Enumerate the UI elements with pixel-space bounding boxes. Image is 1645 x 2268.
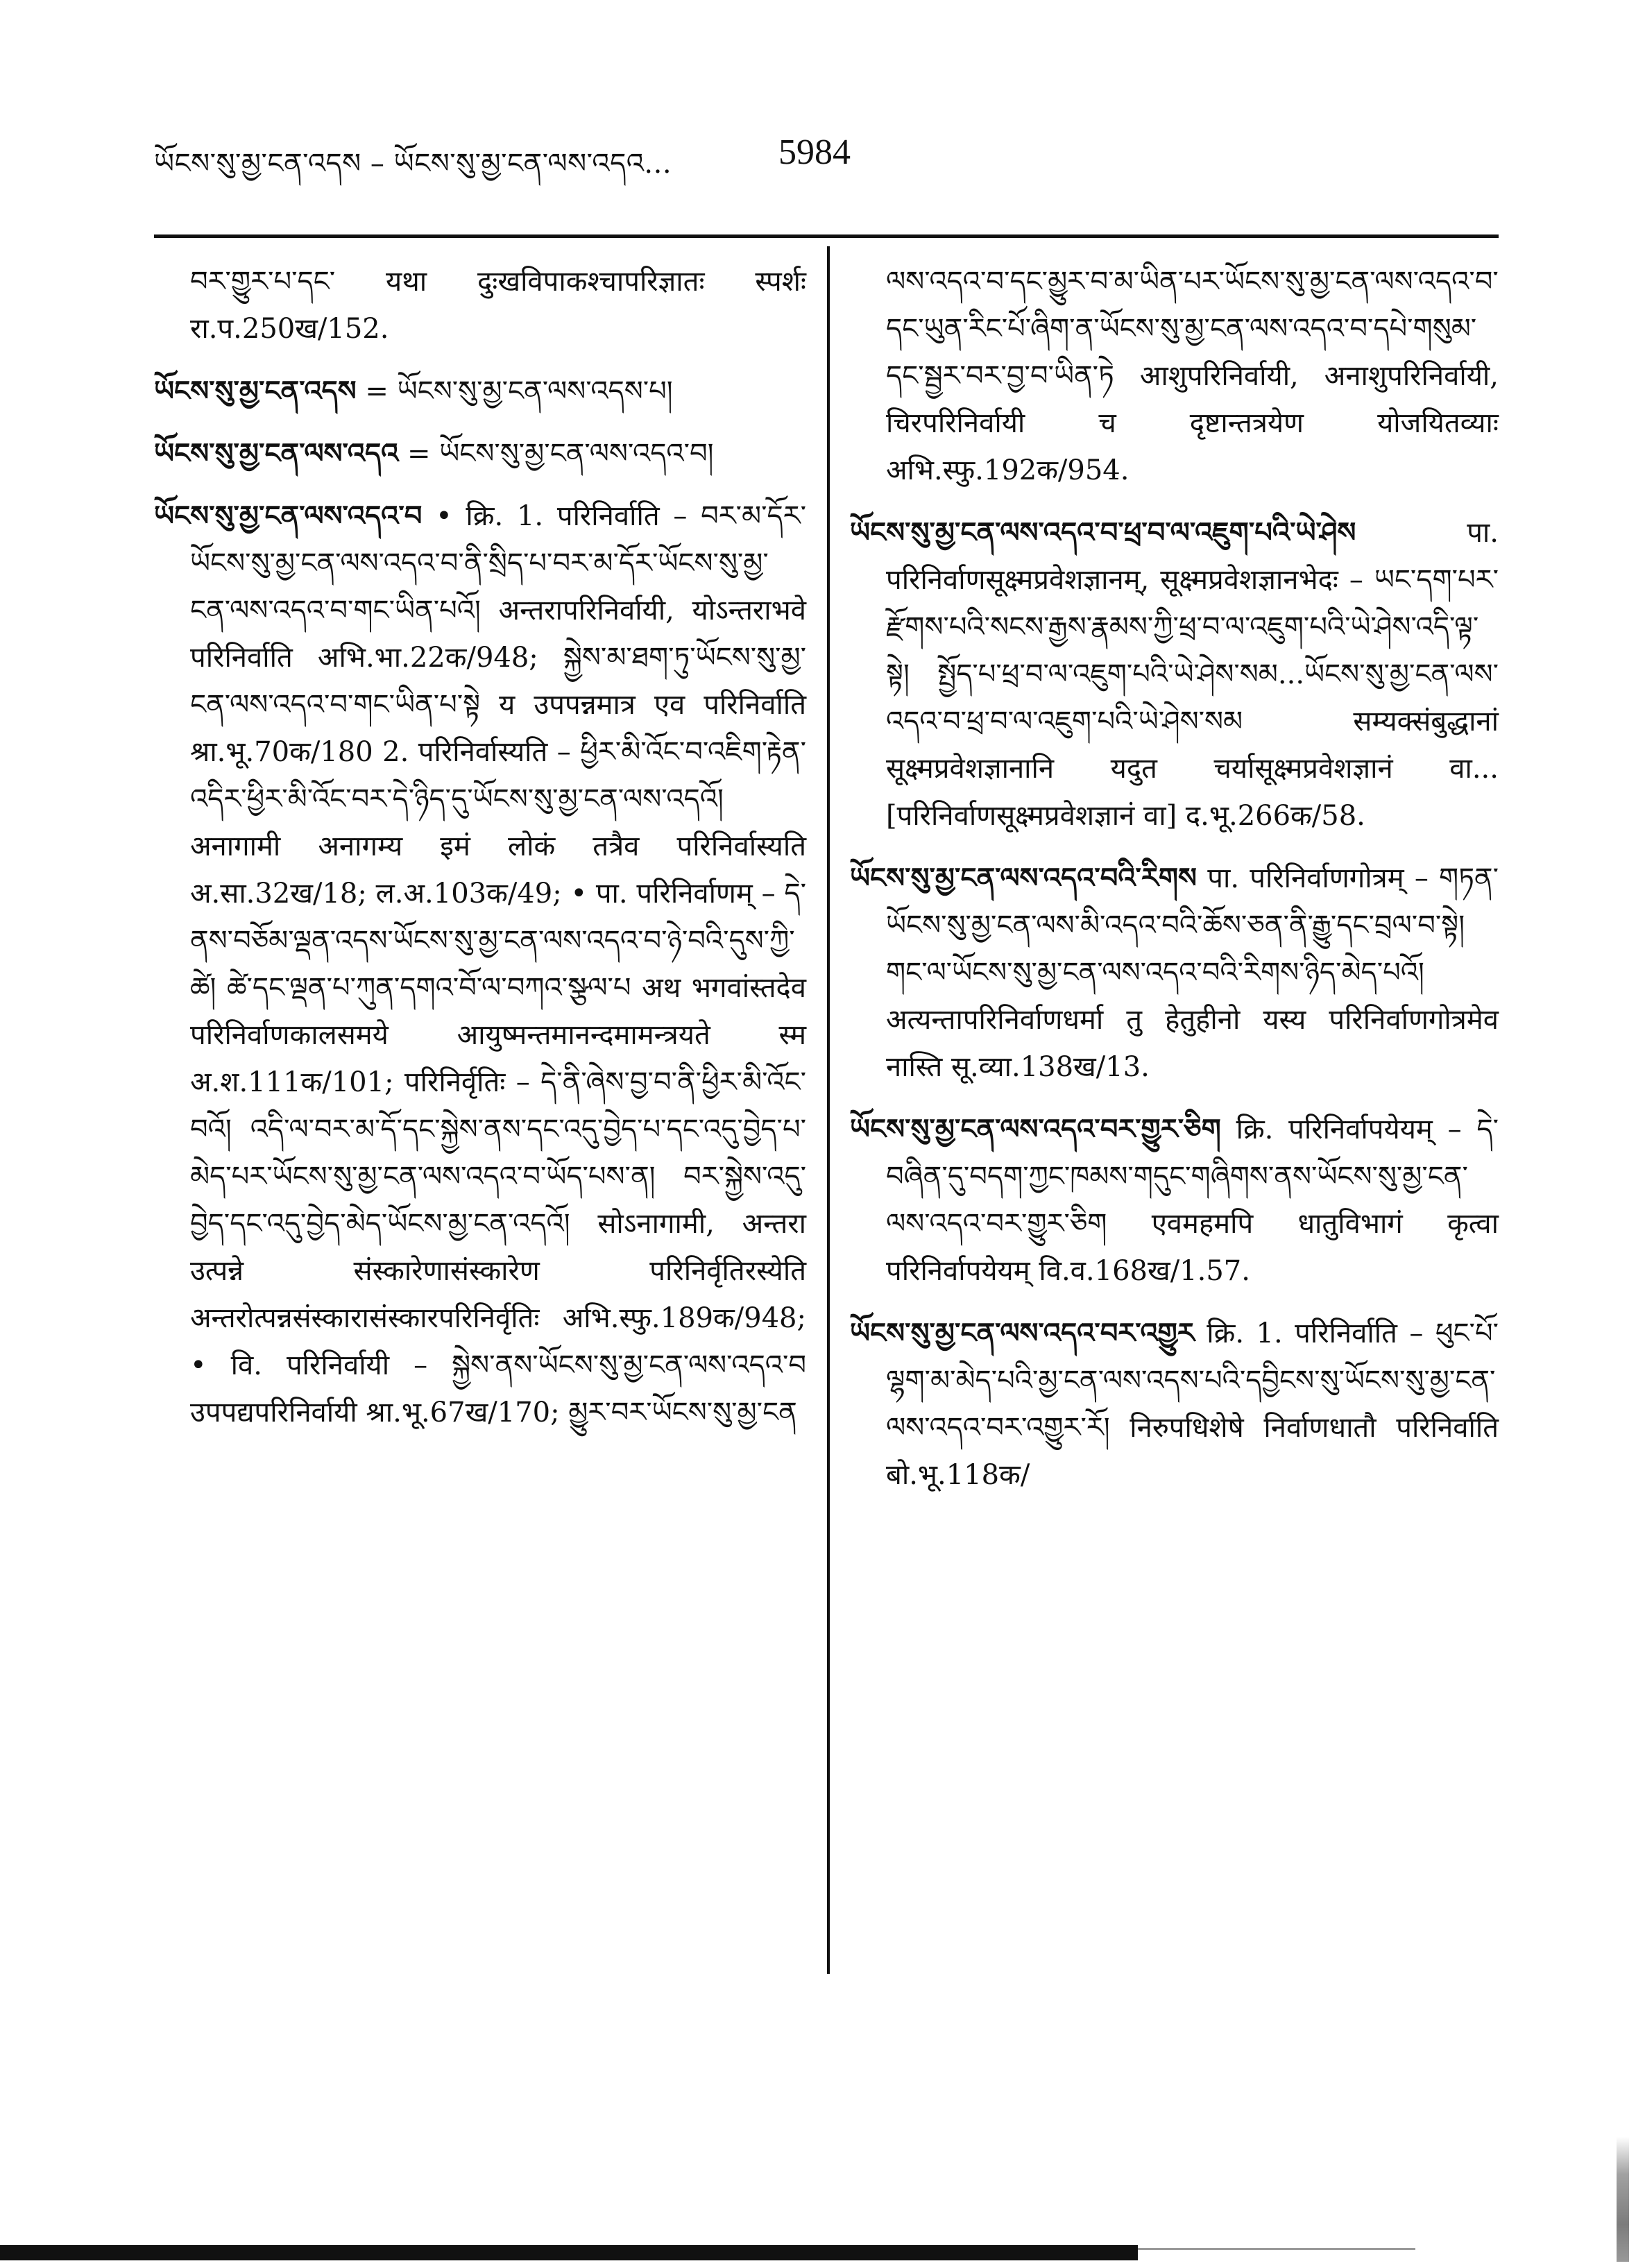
continued-text: ལས་འདའ་བ་དང་མྱུར་བ་མ་ཡིན་པར་ཡོངས་སུ་མྱ་ངན་ལས་འདའ་བ་དང་ཡུན་རིང་པོ་ཞིག་ན་ཡོངས་སུ་མྱ་ངན་ལས་འདའ་བ་དཔེ་གསུམ་དང་སྦྱར་བར་བྱ་བ་ཡིན་ཏེ आशुपरिनिर्वायी, अनाशुपरिनिर्वायी, चिरपरिनिर्वायी च दृष्टान्तत्रयेण योजयितव्याः अभि.स्फु.192क/954. <box>886 266 1499 486</box>
entry-body: पा. परिनिर्वाणसूक्ष्मप्रवेशज्ञानम्, सूक्ष्मप्रवेशज्ञानभेदः – ཡང་དག་པར་རྫོགས་པའི་སངས་རྒྱས་རྣམས་ཀྱི་ཕྲ་བ་ལ་འཇུག་པའི་ཡེ་ཤེས་འདི་ལྟ་སྟེ། སྤྱོད་པ་ཕྲ་བ་ལ་འཇུག་པའི་ཡེ་ཤེས་སམ...ཡོངས་སུ་མྱ་ངན་ལས་འདའ་བ་ཕྲ་བ་ལ་འཇུག་པའི་ཡེ་ཤེས་སམ सम्यक्संबुद्धानां सूक्ष्मप्रवेशज्ञानानि यदुत चर्यासूक्ष्मप्रवेशज्ञानं वा...[परिनिर्वाणसूक्ष्मप्रवेशज्ञानं वा] द.भू.266क/58. <box>886 517 1499 832</box>
entry-headword: ཡོངས་སུ་མྱ་ངན་ལས་འདའ་བའི་རིགས <box>850 862 1197 894</box>
entry-body: क्रि. 1. परिनिर्वाति – ཕུང་པོ་ལྷག་མ་མེད་པའི་མྱ་ངན་ལས་འདས་པའི་དབྱིངས་སུ་ཡོངས་སུ་མྱ་ངན་ལས་འདའ་བར་འགྱུར་རོ། निरुपधिशेषे निर्वाणधातौ परिनिर्वाति बो.भू.118क/ <box>886 1318 1499 1491</box>
continued-text: བར་གྱུར་པ་དང་ यथा दुःखविपाकश्चापरिज्ञातः स्पर्शः रा.प.250ख/152. <box>190 266 806 345</box>
dictionary-entry <box>850 855 1499 1091</box>
running-header <box>154 132 1125 187</box>
entry-headword: ཡོངས་སུ་མྱ་ངན་ལས་འདའ་བར་འགྱུར <box>850 1317 1195 1349</box>
dictionary-entry <box>154 430 806 477</box>
page-number: 5984 <box>778 133 851 172</box>
entry-headword: ཡོངས་སུ་མྱ་ངན་ལས་འདའ་བ <box>154 500 423 532</box>
entry-headword: ཡོངས་སུ་མྱ་ངན་ལས་འདའ་བར་གྱུར་ཅིག <box>850 1113 1221 1145</box>
entry-headword: ཡོངས་སུ་མྱ་ངན་ལས་འདའ་བ་ཕྲ་བ་ལ་འཇུག་པའི་ཡེ་ཤེས <box>850 516 1356 549</box>
scan-bottom-line <box>1138 2248 1415 2250</box>
entry-headword: ཡོངས་སུ་མྱ་ངན་འདས <box>154 375 357 407</box>
right-column <box>850 258 1499 1514</box>
dictionary-entry <box>850 1106 1499 1295</box>
entry-body: पा. परिनिर्वाणगोत्रम् – གཏན་ཡོངས་སུ་མྱ་ངན་ལས་མི་འདའ་བའི་ཆོས་ཅན་ནི་རྒྱུ་དང་བྲལ་བ་སྟེ། གང་ལ་ཡོངས་སུ་མྱ་ངན་ལས་འདའ་བའི་རིགས་ཉིད་མེད་པའོ། अत्यन्तापरिनिर्वाणधर्मा तु हेतुहीनो यस्य परिनिर्वाणगोत्रमेव नास्ति सू.व्या.138ख/13. <box>886 862 1499 1083</box>
scan-edge-mark <box>1617 2137 1629 2262</box>
entry-body: = ཡོངས་སུ་མྱ་ངན་ལས་འདས་པ། <box>365 375 673 407</box>
left-column <box>154 258 806 1451</box>
dictionary-entry <box>154 493 806 1436</box>
dictionary-entry <box>850 1310 1499 1499</box>
entry-body: क्रि. परिनिर्वापयेयम् – དེ་བཞིན་དུ་བདག་ཀྱང་ཁམས་གདུང་གཞིགས་ནས་ཡོངས་སུ་མྱ་ངན་ལས་འདའ་བར་གྱུར་ཅིག एवमहमपि धातुविभागं कृत्वा परिनिर्वापयेयम् वि.व.168ख/1.57. <box>886 1114 1499 1287</box>
header-title: ཡོངས་སུ་མྱ་ངན་འདས – ཡོངས་སུ་མྱ་ངན་ལས་འདའ... <box>154 148 672 180</box>
dictionary-entry <box>850 509 1499 839</box>
entry-body: • क्रि. 1. परिनिर्वाति – བར་མ་དོར་ཡོངས་སུ་མྱ་ངན་ལས་འདའ་བ་ནི་སྲིད་པ་བར་མ་དོར་ཡོངས་སུ་མྱ་ངན་ལས་འདའ་བ་གང་ཡིན་པའོ། अन्तरापरिनिर्वायी, योऽन्तराभवे परिनिर्वाति अभि.भा.22क/948; སྐྱེས་མ་ཐག་ཏུ་ཡོངས་སུ་མྱ་ངན་ལས་འདའ་བ་གང་ཡིན་པ་སྟེ य उपपन्नमात्र एव परिनिर्वाति श्रा.भू.70क/180 2. परिनिर्वास्यति – ཕྱིར་མི་འོང་བ་འཇིག་རྟེན་འདིར་ཕྱིར་མི་འོང་བར་དེ་ཉིད་དུ་ཡོངས་སུ་མྱ་ངན་ལས་འདའོ། अनागामी अनागम्य इमं लोकं तत्रैव परिनिर्वास्यति अ.सा.32ख/18; ल.अ.103क/49; • पा. परिनिर्वाणम् – དེ་ནས་བཅོམ་ལྡན་འདས་ཡོངས་སུ་མྱ་ངན་ལས་འདའ་བ་ཉེ་བའི་དུས་ཀྱི་ཚེ། ཚེ་དང་ལྡན་པ་ཀུན་དགའ་བོ་ལ་བཀའ་སྩལ་པ अथ भगवांस्तदेव परिनिर्वाणकालसमये आयुष्मन्तमानन्दमामन्त्रयते स्म अ.श.111क/101; परिनिर्वृतिः – དེ་ནི་ཞེས་བྱ་བ་ནི་ཕྱིར་མི་འོང་བའོ། འདི་ལ་བར་མ་དོ་དང་སྐྱེས་ནས་དང་འདུ་བྱེད་པ་དང་འདུ་བྱེད་པ་མེད་པར་ཡོངས་སུ་མྱ་ངན་ལས་འདའ་བ་ཡོད་པས་ན། བར་སྐྱེས་འདུ་བྱེད་དང་འདུ་བྱེད་མེད་ཡོངས་མྱ་ངན་འདའོ། सोऽनागामी, अन्तरा उत्पन्ने संस्कारेणासंस्कारेण परिनिर्वृतिरस्येति अन्तरोत्पन्नसंस्कारासंस्कारपरिनिर्वृतिः अभि.स्फु.189क/948; • वि. परिनिर्वायी – སྐྱེས་ནས་ཡོངས་སུ་མྱ་ངན་ལས་འདའ་བ उपपद्यपरिनिर्वायी श्रा.भू.67ख/170; མྱུར་བར་ཡོངས་སུ་མྱ་ངན <box>190 500 806 1429</box>
dictionary-entry <box>154 368 806 415</box>
header-rule <box>154 235 1499 238</box>
entry-body: = ཡོངས་སུ་མྱ་ངན་ལས་འདའ་བ། <box>407 438 714 470</box>
scan-bottom-bar <box>0 2245 1138 2260</box>
entry-headword: ཡོངས་སུ་མྱ་ངན་ལས་འདའ <box>154 437 399 470</box>
column-divider <box>827 246 830 1974</box>
